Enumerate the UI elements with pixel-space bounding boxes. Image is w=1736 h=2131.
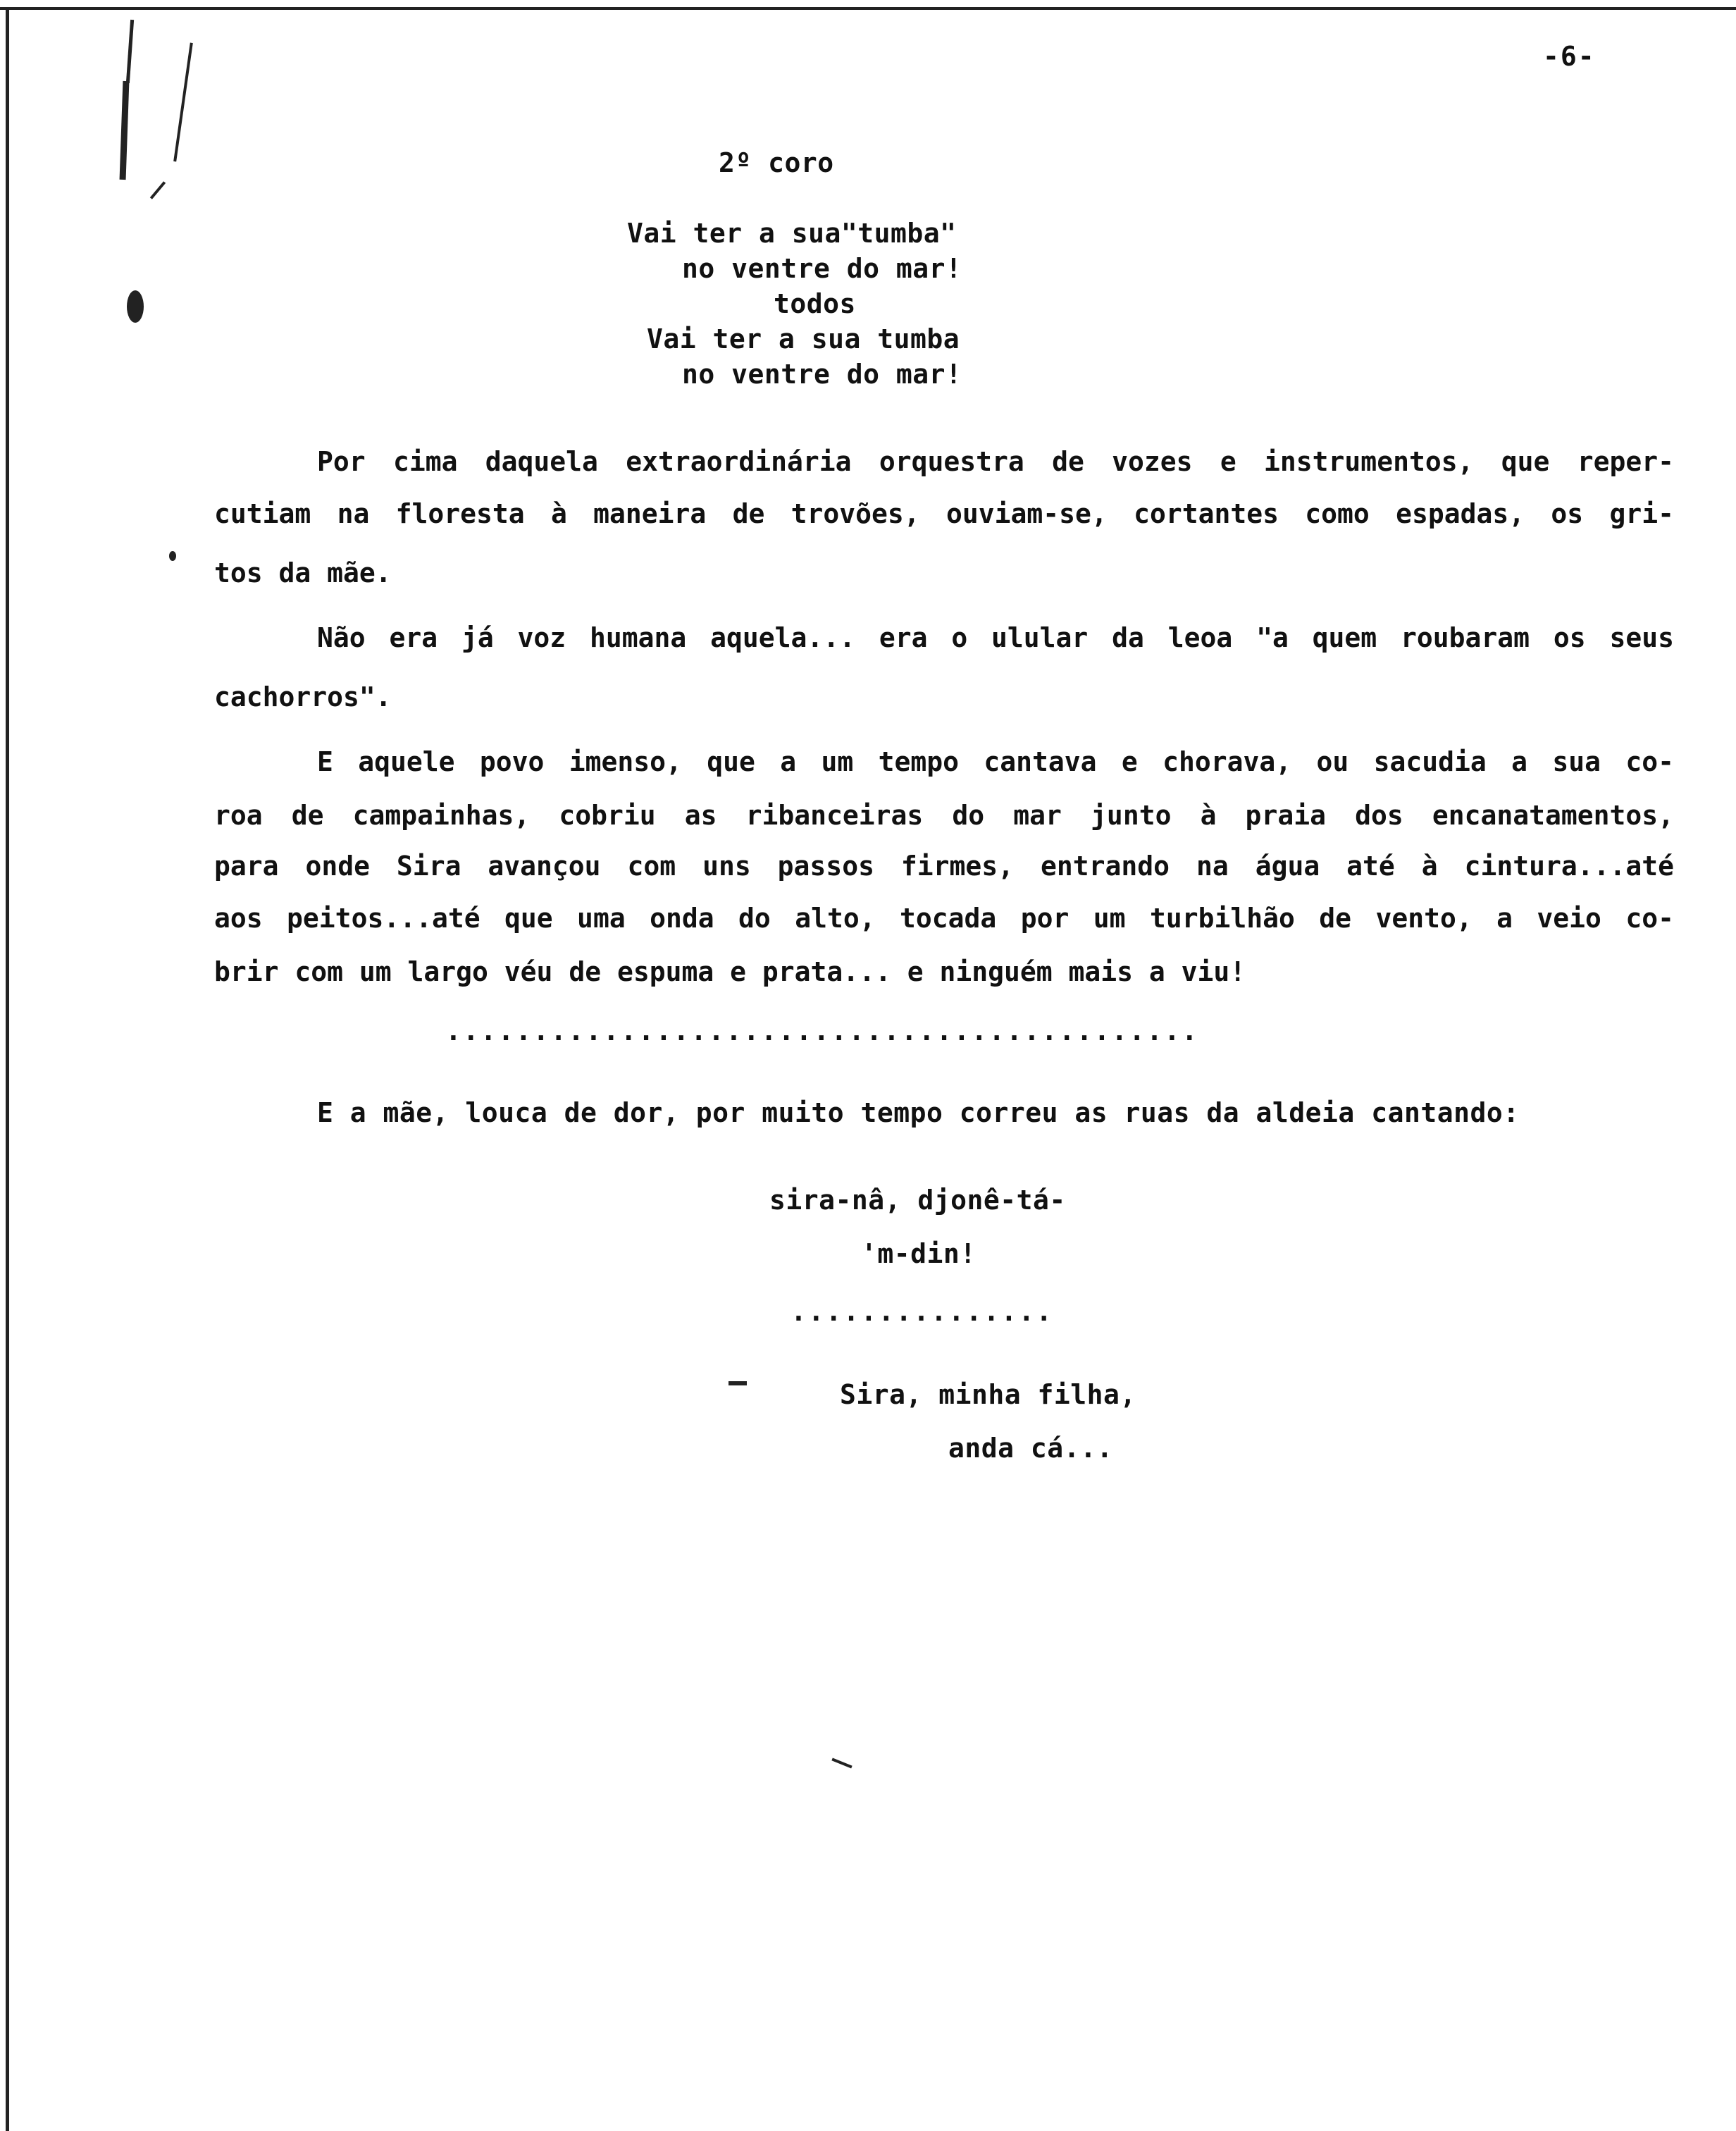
paragraph-line: cutiam na floresta à maneira de trovões, ouviam-se, cortantes como espadas, os gri-	[214, 498, 1674, 529]
paragraph-line: para onde Sira avançou com uns passos firmes, entrando na água até à cintura...até	[214, 851, 1674, 882]
scan-mark	[150, 181, 166, 199]
verse-line: Vai ter a sua"tumba"	[627, 218, 957, 249]
translation-line: anda cá...	[948, 1433, 1113, 1464]
page-top-border	[0, 7, 1736, 10]
page-left-border	[6, 7, 9, 2131]
paragraph-line: aos peitos...até que uma onda do alto, tocada por um turbilhão de vento, a veio co-	[214, 903, 1674, 934]
paragraph-line: Por cima daquela extraordinária orquestra de vozes e instrumentos, que reper-	[317, 446, 1674, 477]
scan-mark	[127, 290, 144, 323]
page-number: -6-	[1543, 41, 1596, 72]
verse-line: todos	[774, 288, 856, 319]
verse-heading: 2º coro	[719, 147, 834, 178]
paragraph-line: E aquele povo imenso, que a um tempo cantava e chorava, ou sacudia a sua co-	[317, 746, 1674, 777]
verse-line: no ventre do mar!	[682, 359, 962, 390]
paragraph-line: roa de campainhas, cobriu as ribanceiras do mar junto à praia dos encanatamentos,	[214, 800, 1674, 831]
translation-line: Sira, minha filha,	[840, 1379, 1136, 1410]
scan-mark	[831, 1758, 852, 1769]
paragraph-line: cachorros".	[214, 681, 392, 712]
scan-mark	[169, 551, 176, 561]
paragraph-line: E a mãe, louca de dor, por muito tempo correu as ruas da aldeia cantando:	[317, 1097, 1520, 1128]
paragraph-line: tos da mãe.	[214, 557, 392, 588]
scan-mark	[173, 43, 193, 162]
dotted-separator: ...........................................	[445, 1015, 1199, 1046]
song-line: sira-nâ, djonê-tá-	[769, 1185, 1066, 1216]
paragraph-line: brir com um largo véu de espuma e prata... e ninguém mais a viu!	[214, 956, 1246, 987]
paragraph-line: Não era já voz humana aquela... era o ulular da leoa "a quem roubaram os seus	[317, 622, 1674, 653]
scan-mark	[120, 81, 130, 180]
dotted-separator: ...............	[790, 1296, 1054, 1327]
verse-line: Vai ter a sua tumba	[647, 323, 960, 354]
verse-line: no ventre do mar!	[682, 253, 962, 284]
scan-mark	[126, 20, 134, 83]
song-line: 'm-din!	[861, 1238, 976, 1269]
scan-mark	[728, 1381, 747, 1385]
